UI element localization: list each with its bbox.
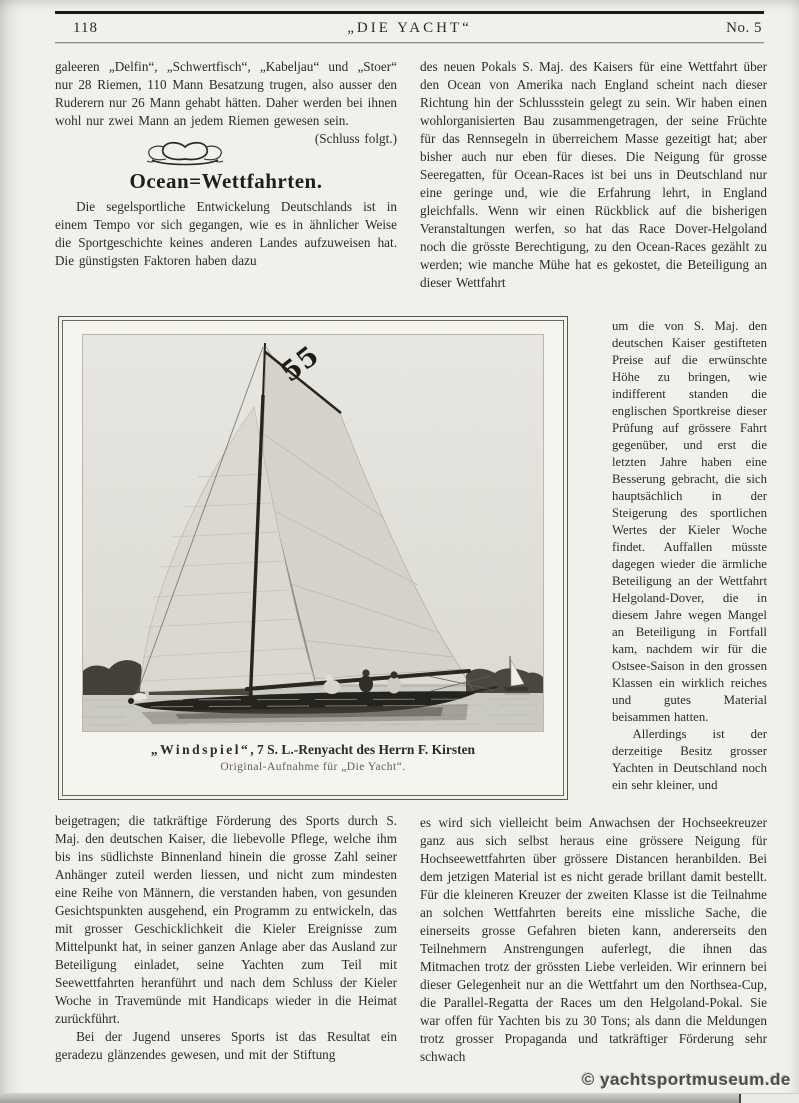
right-column-bottom — [420, 814, 767, 1066]
page-number: 118 — [73, 20, 98, 36]
page-header — [55, 20, 764, 38]
paragraph: um die von S. Maj. den deutschen Kaiser gestifteten Preise auf die erwünschte Höhe zu bringen, wie indifferent standen die englischen Sportkreise dieser Prüfung auf grössere Fahrt gegenüber, und erst die letzten Jahre haben eine Besserung gebracht, die sich hauptsächlich in der Steigerung des sportlichen Wertes der Kieler Woche findet. Auffallen müsste dagegen wieder die ärmliche Beteiligung an der Wettfahrt Helgoland-Dover, die in diesem Jahre wegen Mangel an Beteiligung in Fortfall kam, nachdem wir für die Ostsee-Saison in den grossen Klassen ein wirklich reiches und gutes Material beisammen hatten. — [612, 319, 767, 724]
yacht-photo — [83, 335, 543, 731]
watermark: © yachtsportmuseum.de — [581, 1070, 791, 1089]
paragraph: Allerdings ist der derzeitige Besitz grosser Yachten in Deutschland noch ein sehr kleiner, und — [612, 727, 767, 792]
figure-frame-inner — [62, 320, 564, 796]
figure-caption — [63, 742, 563, 758]
caption-text: , 7 S. L.-Renyacht des Herrn F. Kirsten — [250, 742, 476, 757]
photo-grain — [83, 335, 543, 731]
paragraph: beigetragen; die tatkräftige Förderung des Sports durch S. Maj. den deutschen Kaiser, die liebevolle Pflege, welche ihm bis ins südlichste Binnenland hinein die grosse Zahl seiner Anhänger zuteil werden liessen, und nicht zum mindesten eine Reihe von Männern, die verstanden haben, von gesunden Gesichtspunkten ausgehend, ein Programm zu entwickeln, das mit grosser Geschicklichkeit die Kieler Ereignisse zum Mittelpunkt hat, in seiner ganzen Anlage aber das Ausland zur Beteiligung einladet, seine Yachten zum Teil mit Seewettfahrten heranführt und nach dem Schluss der Kieler Woche in Travemünde mit Handicaps wieder in die Heimat zurückführt. — [55, 813, 397, 1026]
journal-title: „DIE YACHT“ — [347, 20, 472, 36]
figure-frame — [58, 316, 568, 800]
ornament-icon — [143, 140, 227, 170]
figure-credit: Original-Aufnahme für „Die Yacht“. — [220, 761, 406, 773]
closing-note: (Schluss folgt.) — [314, 131, 397, 146]
page-edge-band — [0, 1093, 799, 1103]
article-heading: Ocean=Wettfahrten. — [129, 169, 323, 193]
paragraph-text: galeeren „Delfin“, „Schwertfisch“, „Kabeljau“ und „Stoer“ nur 28 Riemen, 110 Mann Besatzung trugen, also ausser den Ruderern nur 26 Mann gehabt hätten. Daher werden bei ihnen wohl nur zwei Mann an jedem Riemen gewesen sein. — [55, 59, 397, 128]
left-column-top — [55, 58, 397, 270]
paragraph: Bei der Jugend unseres Sports ist das Resultat ein geradezu glänzendes gewesen, und mit der Stiftung — [55, 1029, 397, 1062]
paragraph: des neuen Pokals S. Maj. des Kaisers für eine Wettfahrt über den Ocean von Amerika nach England scheint nach dieser Richtung hin der Schlussstein gelegt zu sein. Wir haben einen wohlorganisierten Bau zusammengetragen, der seine Früchte für das Rennsegeln in überreichem Masse gezeitigt hat; aber bisher auch nur eben für dieses. Die Neigung für grosse Seeregatten, für Ocean-Races ist bei uns in Deutschland nur eine geringe und, wie die Erfahrung lehrt, in England gleichfalls. Wenn wir einen Rückblick auf die bisherigen Veranstaltungen werfen, so hat das Race Dover-Helgoland noch die grösste Berechtigung, zu den Ocean-Races gezählt zu werden; wie manche Mühe hat es gekostet, die Beteiligung an dieser Wettfahrt — [420, 59, 767, 290]
left-column-bottom — [55, 812, 397, 1064]
header-rule — [55, 42, 764, 43]
paragraph: es wird sich vielleicht beim Anwachsen der Hochseekreuzer ganz aus sich selbst heraus eine grössere Neigung für Hochseewettfahrten über grössere Distancen heranbilden. Bei dem jetzigen Material ist es nicht gerade brillant damit bestellt. Für die kleineren Kreuzer der zweiten Klasse ist die Teilnahme an solchen Wettfahrten bereits eine missliche Sache, die einerseits grosse Gefahren bieten kann, andererseits den Teilnehmern Anstrengungen auferlegt, die ihnen das Mitmachen trotz der grössten Liebe verleiden. Wir erinnern bei dieser Gelegenheit nur an die Wettfahrt um den Northsea-Cup, die Parallel-Regatta der Races um den Helgoland-Pokal. Sie war offen für Yachten bis zu 30 Tons; als dann die Meldungen trotz grosser Propaganda und tatkräftiger Förderung sehr schwach — [420, 815, 767, 1064]
issue-number: No. 5 — [726, 20, 762, 36]
right-column-top — [420, 58, 767, 292]
right-column-narrow — [612, 318, 767, 794]
paragraph — [55, 58, 397, 146]
yacht-name: „Windspiel“ — [150, 742, 251, 757]
top-rule — [55, 11, 764, 14]
paragraph: Die segelsportliche Entwickelung Deutschlands ist in einem Tempo vor sich gegangen, wie es in ähnlicher Weise die Sportgeschichte keines anderen Landes aufzuweisen hat. Die günstigsten Faktoren haben dazu — [55, 199, 397, 268]
page-edge-notch — [739, 1094, 799, 1103]
